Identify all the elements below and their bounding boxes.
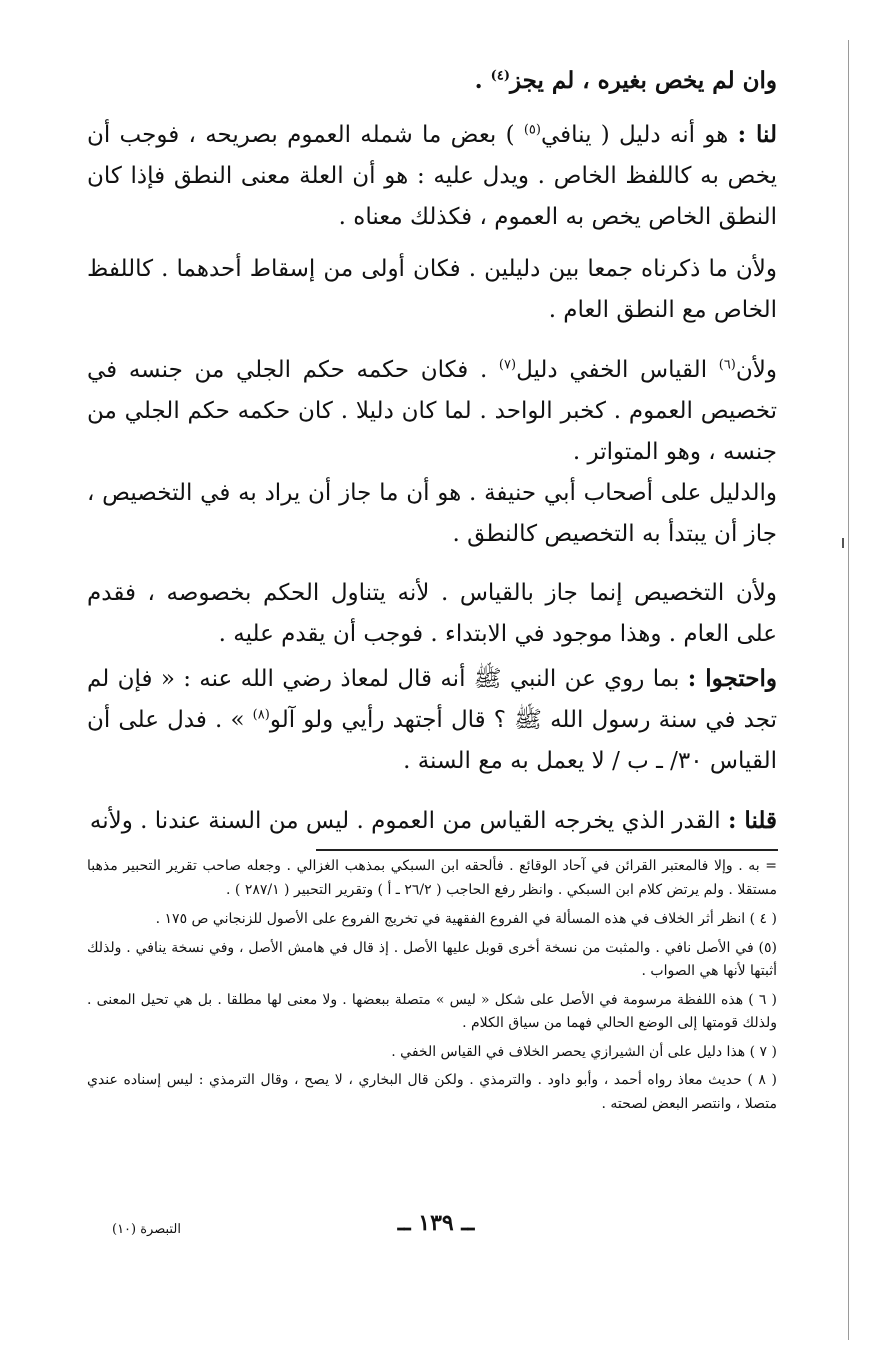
paragraph-lead-ihtajju: واحتجوا :: [687, 665, 777, 692]
paragraph-3-text-a: ولأن: [735, 357, 777, 383]
paragraph-3-text-b: القياس الخفي دليل: [516, 357, 719, 383]
footnote-separator: [316, 849, 778, 851]
heading-text: وان لم يخص بغيره ، لم يجز: [509, 67, 777, 94]
footnote-5: (٥) في الأصل نافي . والمثبت من نسخة أخرى قوبل عليها الأصل . إذ قال في هامش الأصل ، وفي نسخة ينافي . ولذلك أثبتها لأنها هي الصواب .: [87, 939, 777, 979]
paragraph-2: ولأن ما ذكرناه جمعا بين دليلين . فكان أولى من إسقاط أحدهما . كاللفظ الخاص مع النطق العام .: [87, 256, 777, 323]
paragraph-3: [87, 350, 777, 473]
footnote-continuation: = به . وإلا فالمعتبر القرائن في آحاد الوقائع . فألحقه ابن السبكي بمذهب الغزالي . وجعله صاحب تقرير التحبير مذهبا مستقلا . ولم يرتض كلام ابن السبكي . وانظر رفع الحاجب ( ٢٦/٢ ـ أ ) وتقرير التحبير ( ٢٨٧/١ ) .: [87, 858, 778, 898]
margin-mark: [842, 538, 847, 548]
paragraph-7-text: القدر الذي يخرجه القياس من العموم . ليس من السنة عندنا . ولأنه: [89, 808, 728, 834]
book-signature: التبصرة (١٠): [112, 1222, 181, 1237]
footnote-7: ( ٧ ) هذا دليل على أن الشيرازي يحصر الخلاف في القياس الخفي .: [391, 1043, 777, 1060]
footnote-ref-5: (٥): [523, 122, 541, 138]
paragraph-1-text-b: ) بعض ما شمله العموم بصريحه ، فوجب أن يخص به كاللفظ الخاص . ويدل عليه : هو أن العلة معنى النطق فإذا كان النطق الخاص يخص به العموم ، فكذلك معناه .: [87, 122, 777, 230]
heading-end: .: [474, 67, 491, 94]
paragraph-5: ولأن التخصيص إنما جاز بالقياس . لأنه يتناول الحكم بخصوصه ، فقدم على العام . وهذا موجود في الابتداء . فوجب أن يقدم عليه .: [87, 580, 777, 647]
footnote-ref-4: (٤): [490, 68, 510, 84]
paragraph-6-text-a: بما روي عن النبي ﷺ أنه قال لمعاذ رضي الله عنه : « فإن لم تجد في سنة رسول الله ﷺ ؟ قال أجتهد رأيي ولو آلو: [87, 666, 777, 733]
footnote-4: ( ٤ ) انظر أثر الخلاف في هذه المسألة في الفروع الفقهية في تخريج الفروع على الأصول للزنجاني ص ١٧٥ .: [155, 911, 777, 927]
footnote-6: ( ٦ ) هذه اللفظة مرسومة في الأصل على شكل « ليس » متصلة ببعضها . ولا معنى لها مطلقا . بل هي تحيل المعنى . ولذلك قومتها إلى الوضع الحالي فهما من سياق الكلام .: [87, 991, 777, 1031]
footnote-ref-7: (٧): [498, 357, 517, 373]
footnote-ref-6: (٦): [718, 357, 736, 373]
page-number: ــ ١٣٩ ــ: [397, 1210, 475, 1236]
paragraph-6: [87, 658, 777, 782]
paragraph-6-text-b: » . فدل على أن القياس ٣٠/ ـ ب / لا يعمل به مع السنة .: [87, 707, 777, 774]
footnote-8: ( ٨ ) حديث معاذ رواه أحمد ، وأبو داود . والترمذي . ولكن قال البخاري ، لا يصح ، وقال الترمذي : ليس إسناده عندي متصلا ، وانتصر البعض لصحته .: [87, 1072, 777, 1112]
footnote-ref-8: (٨): [252, 707, 270, 723]
paragraph-lead-qulna: قلنا :: [727, 807, 777, 834]
heading-line: [87, 60, 777, 101]
paragraph-7: [87, 800, 777, 842]
paragraph-1-text-a: هو أنه دليل ( ينافي: [540, 122, 738, 148]
paragraph-lead-lana: لنا :: [737, 121, 777, 148]
page-edge-line: [848, 40, 849, 1340]
paragraph-4: والدليل على أصحاب أبي حنيفة . هو أن ما جاز أن يراد به في التخصيص ، جاز أن يبتدأ به التخصيص كالنطق .: [87, 480, 777, 547]
paragraph-1: [87, 114, 777, 238]
paragraph-3-text-c: . فكان حكمه حكم الجلي من جنسه في تخصيص العموم . كخبر الواحد . لما كان دليلا . كان حكمه حكم الجلي من جنسه ، وهو المتواتر .: [87, 357, 777, 465]
footnotes: [87, 855, 777, 1121]
